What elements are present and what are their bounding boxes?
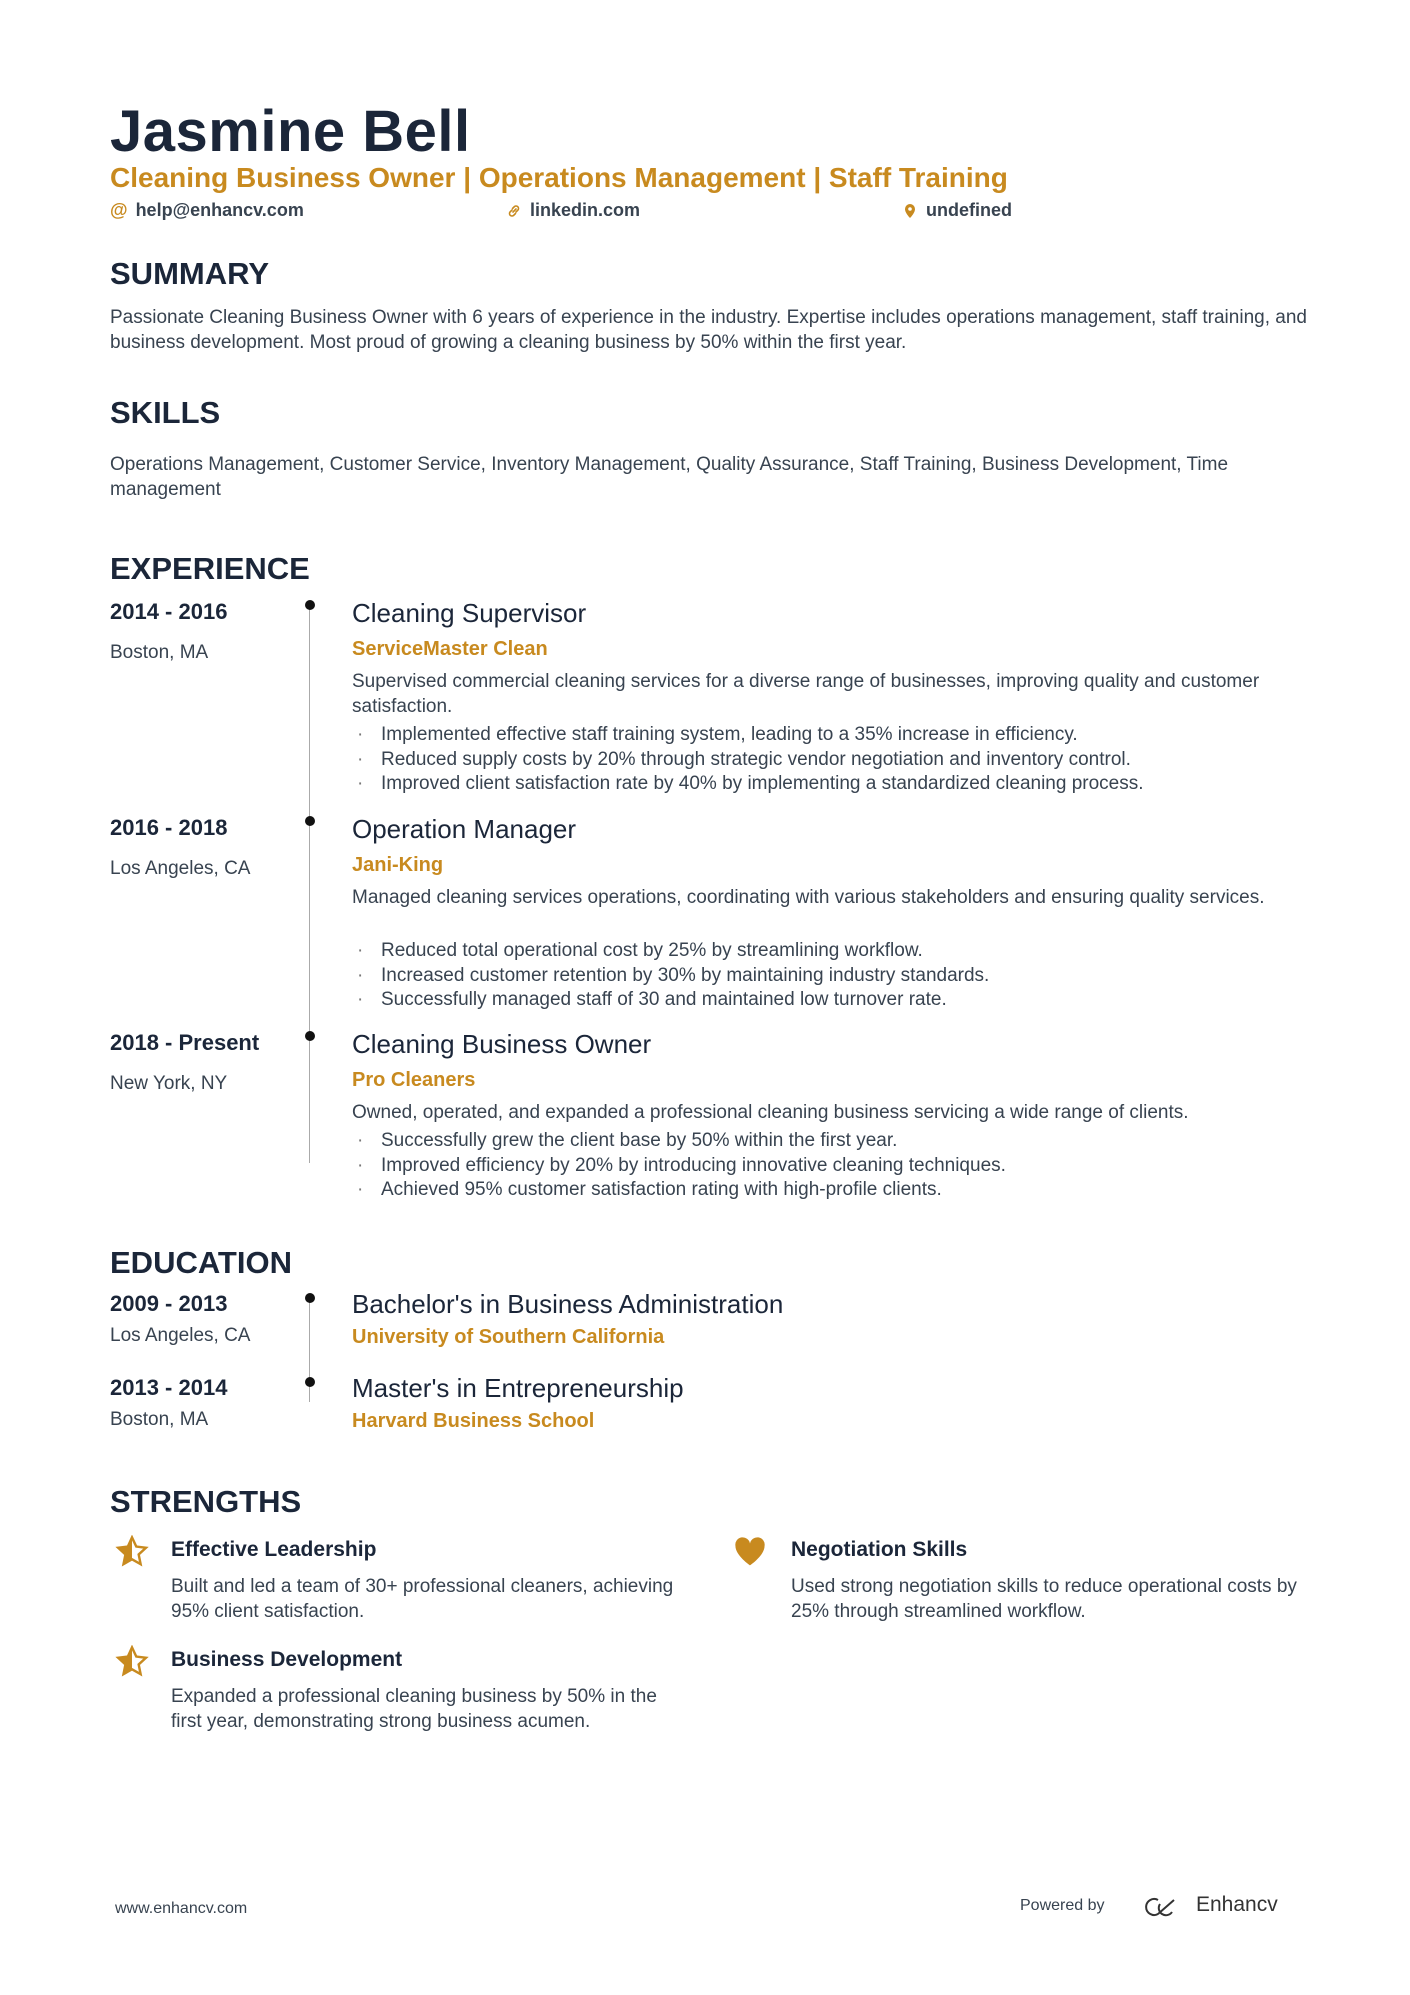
heart-icon bbox=[733, 1535, 767, 1569]
at-icon: @ bbox=[110, 200, 128, 220]
experience-bullets bbox=[352, 939, 1312, 1013]
bullet-item: · Achieved 95% customer satisfaction rating with high-profile clients. bbox=[352, 1178, 1312, 1203]
experience-dates: 2014 - 2016 bbox=[110, 599, 228, 624]
education-school: Harvard Business School bbox=[352, 1410, 595, 1432]
experience-bullets bbox=[352, 723, 1312, 797]
footer-powered-by: Powered by bbox=[1020, 1897, 1105, 1914]
experience-description: Managed cleaning services operations, coordinating with various stakeholders and ensuring quality services. bbox=[352, 887, 1265, 908]
experience-dates: 2018 - Present bbox=[110, 1030, 260, 1055]
strength-title: Effective Leadership bbox=[171, 1538, 377, 1561]
timeline-dot bbox=[305, 600, 315, 610]
footer-brand[interactable]: Enhancv bbox=[1196, 1893, 1278, 1916]
experience-role: Cleaning Supervisor bbox=[352, 598, 587, 628]
skills-heading: SKILLS bbox=[110, 395, 221, 430]
strength-description: Built and led a team of 30+ professional cleaners, achieving 95% client satisfaction. bbox=[171, 1576, 674, 1622]
strength-title: Business Development bbox=[171, 1648, 403, 1671]
location-text: undefined bbox=[926, 200, 1012, 220]
education-dates: 2013 - 2014 bbox=[110, 1375, 228, 1400]
education-degree: Master's in Entrepreneurship bbox=[352, 1373, 684, 1403]
experience-company: Jani-King bbox=[352, 854, 444, 876]
timeline-dot bbox=[305, 816, 315, 826]
experience-bullets bbox=[352, 1129, 1312, 1203]
linkedin-text: linkedin.com bbox=[530, 200, 641, 220]
experience-dates: 2016 - 2018 bbox=[110, 815, 228, 840]
footer-website[interactable]: www.enhancv.com bbox=[115, 1900, 248, 1917]
experience-description: Supervised commercial cleaning services for a diverse range of businesses, improving quality and customer satisfaction. bbox=[352, 671, 1260, 717]
education-school: University of Southern California bbox=[352, 1326, 665, 1348]
timeline-dot bbox=[305, 1293, 315, 1303]
strength-description: Used strong negotiation skills to reduce operational costs by 25% through streamlined workflow. bbox=[791, 1576, 1297, 1622]
candidate-subtitle: Cleaning Business Owner | Operations Management | Staff Training bbox=[110, 162, 1008, 193]
summary-heading: SUMMARY bbox=[110, 256, 270, 291]
strength-title: Negotiation Skills bbox=[791, 1538, 968, 1561]
email-text: help@enhancv.com bbox=[135, 200, 304, 220]
experience-location: Boston, MA bbox=[110, 642, 209, 663]
bullet-item: · Successfully grew the client base by 50% within the first year. bbox=[352, 1129, 1312, 1154]
bullet-item: · Implemented effective staff training system, leading to a 35% increase in efficiency. bbox=[352, 723, 1312, 748]
experience-role: Operation Manager bbox=[352, 814, 577, 844]
strengths-heading: STRENGTHS bbox=[110, 1484, 302, 1519]
skills-text: Operations Management, Customer Service, Inventory Management, Quality Assurance, Staff Training, Business Development, Time management bbox=[110, 454, 1229, 500]
star-icon bbox=[115, 1645, 149, 1679]
bullet-item: · Improved efficiency by 20% by introducing innovative cleaning techniques. bbox=[352, 1154, 1312, 1179]
bullet-item: · Successfully managed staff of 30 and maintained low turnover rate. bbox=[352, 988, 1312, 1013]
link-icon bbox=[506, 203, 522, 219]
experience-company: Pro Cleaners bbox=[352, 1069, 476, 1091]
candidate-name: Jasmine Bell bbox=[110, 99, 471, 164]
education-dates: 2009 - 2013 bbox=[110, 1291, 228, 1316]
enhancv-logo-icon bbox=[1138, 1894, 1186, 1920]
education-heading: EDUCATION bbox=[110, 1245, 292, 1280]
education-degree: Bachelor's in Business Administration bbox=[352, 1289, 784, 1319]
timeline-dot bbox=[305, 1031, 315, 1041]
summary-text: Passionate Cleaning Business Owner with 6 years of experience in the industry. Expertise includes operations management, staff training, and business development. Most proud of growing a cleaning business by 50% within the first year. bbox=[110, 307, 1307, 353]
contact-location bbox=[902, 200, 1012, 221]
bullet-item: · Reduced total operational cost by 25% by streamlining workflow. bbox=[352, 939, 1312, 964]
experience-heading: EXPERIENCE bbox=[110, 551, 310, 586]
strength-description: Expanded a professional cleaning business by 50% in the first year, demonstrating strong business acumen. bbox=[171, 1686, 657, 1732]
experience-description: Owned, operated, and expanded a professional cleaning business servicing a wide range of clients. bbox=[352, 1102, 1189, 1123]
location-pin-icon bbox=[902, 203, 918, 219]
experience-location: Los Angeles, CA bbox=[110, 858, 251, 879]
bullet-item: · Reduced supply costs by 20% through strategic vendor negotiation and inventory control. bbox=[352, 748, 1312, 773]
bullet-item: · Increased customer retention by 30% by maintaining industry standards. bbox=[352, 964, 1312, 989]
experience-location: New York, NY bbox=[110, 1073, 228, 1094]
star-icon bbox=[115, 1535, 149, 1569]
bullet-item: · Improved client satisfaction rate by 40% by implementing a standardized cleaning process. bbox=[352, 772, 1312, 797]
education-location: Boston, MA bbox=[110, 1409, 209, 1430]
timeline-line bbox=[309, 606, 310, 1163]
timeline-dot bbox=[305, 1377, 315, 1387]
education-location: Los Angeles, CA bbox=[110, 1325, 251, 1346]
experience-role: Cleaning Business Owner bbox=[352, 1029, 652, 1059]
experience-company: ServiceMaster Clean bbox=[352, 638, 548, 660]
contact-linkedin[interactable] bbox=[506, 200, 640, 221]
contact-email[interactable] bbox=[110, 200, 304, 221]
